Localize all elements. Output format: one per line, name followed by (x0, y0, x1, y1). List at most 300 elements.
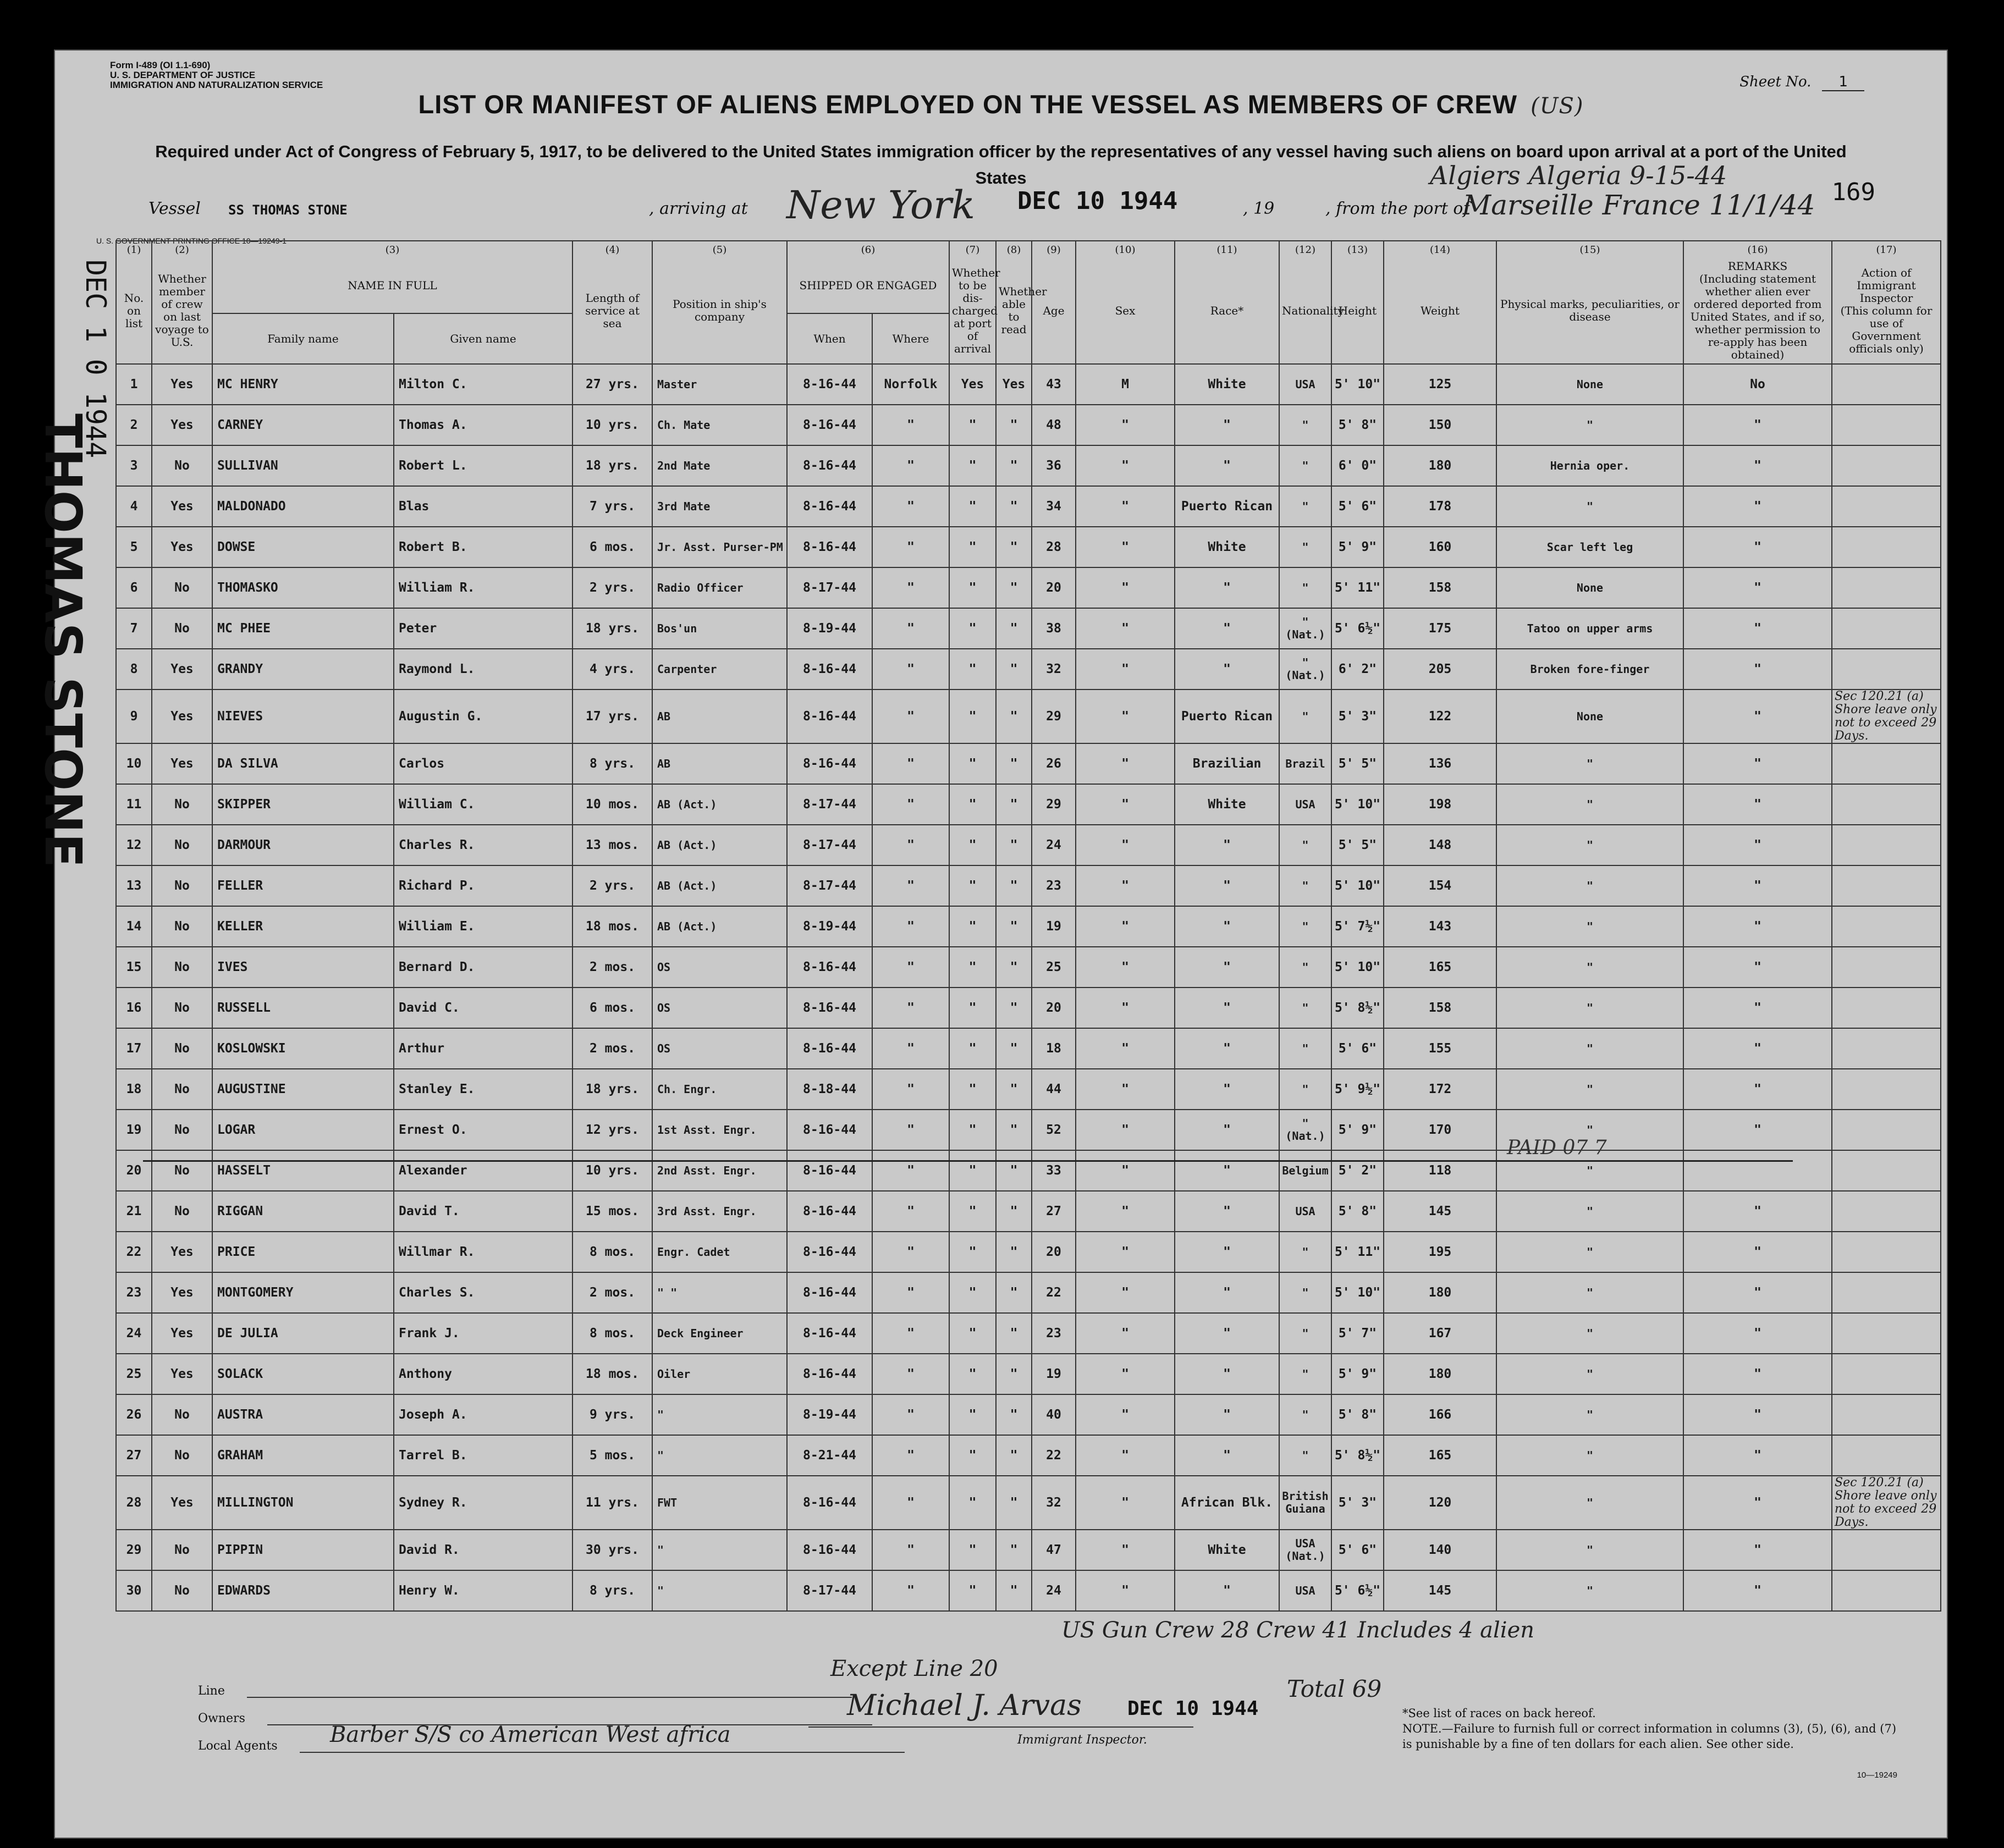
cell-height: 5' 8" (1331, 405, 1384, 445)
form-service: IMMIGRATION AND NATURALIZATION SERVICE (110, 80, 323, 90)
header-weight: Weight (1384, 258, 1496, 364)
table-row (116, 784, 1941, 825)
cell-action (1832, 1028, 1941, 1069)
cell-action (1832, 608, 1941, 649)
cell-weight: 180 (1384, 445, 1496, 486)
row-no: 14 (116, 906, 152, 947)
cell-race: " (1175, 405, 1279, 445)
cell-race: " (1175, 567, 1279, 608)
inspector-label: Immigrant Inspector. (1017, 1733, 1147, 1747)
cell-nationality: USA (Nat.) (1279, 1530, 1331, 1570)
row-no: 25 (116, 1354, 152, 1394)
cell-age: 40 (1032, 1394, 1076, 1435)
cell-family-name: PRICE (212, 1232, 394, 1272)
cell-family-name: CARNEY (212, 405, 394, 445)
cell-sex: " (1076, 1191, 1175, 1232)
cell-shipped-where: " (872, 1191, 949, 1232)
cell-race: " (1175, 1232, 1279, 1272)
cell-able-to-read: " (996, 649, 1032, 689)
cell-physical-marks: " (1496, 1028, 1683, 1069)
row-no: 7 (116, 608, 152, 649)
cell-sex: " (1076, 1394, 1175, 1435)
cell-discharged: " (949, 689, 996, 743)
row-no: 8 (116, 649, 152, 689)
cell-given-name: Carlos (394, 743, 572, 784)
cell-action (1832, 947, 1941, 988)
cell-weight: 175 (1384, 608, 1496, 649)
cell-given-name: William R. (394, 567, 572, 608)
cell-physical-marks: " (1496, 1232, 1683, 1272)
cell-remarks: " (1683, 1476, 1832, 1530)
sheet-number (1739, 74, 1864, 90)
cell-given-name: Charles S. (394, 1272, 572, 1313)
cell-weight: 118 (1384, 1150, 1496, 1191)
cell-length-service: 18 mos. (572, 1354, 652, 1394)
cell-able-to-read: " (996, 486, 1032, 527)
cell-shipped-when: 8-16-44 (787, 1476, 872, 1530)
cell-nationality: " (1279, 1272, 1331, 1313)
cell-nationality: " (1279, 947, 1331, 988)
cell-nationality: " (1279, 906, 1331, 947)
cell-remarks: " (1683, 1530, 1832, 1570)
cell-shipped-when: 8-19-44 (787, 906, 872, 947)
cell-age: 48 (1032, 405, 1076, 445)
cell-remarks (1683, 1150, 1832, 1191)
cell-prev-voyage: Yes (152, 743, 212, 784)
cell-prev-voyage: No (152, 1069, 212, 1110)
cell-position: " (652, 1435, 787, 1476)
year-label: , 19 (1243, 199, 1275, 218)
form-dept: U. S. DEPARTMENT OF JUSTICE (110, 70, 256, 80)
title-annotation: (US) (1530, 93, 1584, 119)
cell-physical-marks: " (1496, 865, 1683, 906)
table-row (116, 1069, 1941, 1110)
cell-height: 5' 9" (1331, 1354, 1384, 1394)
cell-position: 1st Asst. Engr. (652, 1110, 787, 1150)
cell-shipped-when: 8-19-44 (787, 608, 872, 649)
cell-weight: 155 (1384, 1028, 1496, 1069)
cell-length-service: 8 mos. (572, 1232, 652, 1272)
cell-able-to-read: " (996, 988, 1032, 1028)
cell-shipped-when: 8-16-44 (787, 1232, 872, 1272)
col-num: (17) (1832, 241, 1941, 258)
cell-shipped-where: " (872, 445, 949, 486)
cell-prev-voyage: No (152, 1150, 212, 1191)
cell-shipped-when: 8-16-44 (787, 1028, 872, 1069)
row-no: 27 (116, 1435, 152, 1476)
cell-able-to-read: Yes (996, 364, 1032, 405)
stamped-number: 169 (1831, 178, 1875, 206)
cell-family-name: MONTGOMERY (212, 1272, 394, 1313)
cell-shipped-where: " (872, 947, 949, 988)
cell-length-service: 2 mos. (572, 1028, 652, 1069)
table-row (116, 567, 1941, 608)
cell-prev-voyage: Yes (152, 364, 212, 405)
cell-position: Engr. Cadet (652, 1232, 787, 1272)
row-no: 24 (116, 1313, 152, 1354)
cell-position: AB (652, 743, 787, 784)
cell-action (1832, 906, 1941, 947)
cell-able-to-read: " (996, 405, 1032, 445)
cell-physical-marks: Broken fore-finger (1496, 649, 1683, 689)
cell-physical-marks: " (1496, 1313, 1683, 1354)
cell-weight: 140 (1384, 1530, 1496, 1570)
cell-sex: " (1076, 1354, 1175, 1394)
cell-prev-voyage: No (152, 1110, 212, 1150)
cell-family-name: MC PHEE (212, 608, 394, 649)
cell-remarks: " (1683, 1110, 1832, 1150)
cell-weight: 150 (1384, 405, 1496, 445)
cell-position: " " (652, 1272, 787, 1313)
cell-family-name: THOMASKO (212, 567, 394, 608)
cell-position: Radio Officer (652, 567, 787, 608)
column-headers-row (116, 258, 1941, 313)
cell-weight: 198 (1384, 784, 1496, 825)
cell-given-name: Sydney R. (394, 1476, 572, 1530)
arriving-port: New York (786, 183, 975, 228)
cell-able-to-read: " (996, 1272, 1032, 1313)
row-no: 9 (116, 689, 152, 743)
cell-physical-marks: " (1496, 1530, 1683, 1570)
row-no: 16 (116, 988, 152, 1028)
cell-physical-marks: " (1496, 906, 1683, 947)
cell-prev-voyage: Yes (152, 1272, 212, 1313)
header-when: When (787, 313, 872, 364)
cell-given-name: Arthur (394, 1028, 572, 1069)
cell-discharged: " (949, 1272, 996, 1313)
cell-race: " (1175, 1110, 1279, 1150)
cell-family-name: DOWSE (212, 527, 394, 567)
cell-position: FWT (652, 1476, 787, 1530)
cell-weight: 172 (1384, 1069, 1496, 1110)
cell-action (1832, 567, 1941, 608)
cell-action (1832, 1191, 1941, 1232)
cell-shipped-when: 8-19-44 (787, 1394, 872, 1435)
cell-remarks: " (1683, 1354, 1832, 1394)
cell-position: Ch. Engr. (652, 1069, 787, 1110)
cell-length-service: 10 mos. (572, 784, 652, 825)
inspector-signature: Michael J. Arvas (847, 1689, 1082, 1722)
cell-race: " (1175, 947, 1279, 988)
cell-shipped-where: " (872, 1313, 949, 1354)
header-physical-marks: Physical marks, peculiarities, or disease (1496, 258, 1683, 364)
table-row (116, 527, 1941, 567)
cell-sex: " (1076, 947, 1175, 988)
cell-remarks: " (1683, 486, 1832, 527)
cell-prev-voyage: No (152, 1530, 212, 1570)
margin-date-stamp: DEC 1 0 1944 (80, 260, 112, 459)
cell-race: " (1175, 1069, 1279, 1110)
cell-shipped-where: " (872, 405, 949, 445)
cell-position: 2nd Asst. Engr. (652, 1150, 787, 1191)
cell-physical-marks: Tatoo on upper arms (1496, 608, 1683, 649)
cell-age: 52 (1032, 1110, 1076, 1150)
cell-age: 22 (1032, 1272, 1076, 1313)
table-row (116, 1394, 1941, 1435)
cell-discharged: Yes (949, 364, 996, 405)
cell-able-to-read: " (996, 825, 1032, 865)
cell-sex: " (1076, 1530, 1175, 1570)
cell-age: 25 (1032, 947, 1076, 988)
row-no: 12 (116, 825, 152, 865)
row-no: 22 (116, 1232, 152, 1272)
cell-physical-marks: " (1496, 825, 1683, 865)
remarks-title: REMARKS (1727, 260, 1788, 273)
cell-length-service: 18 yrs. (572, 445, 652, 486)
cell-height: 5' 9½" (1331, 1069, 1384, 1110)
cell-height: 5' 10" (1331, 865, 1384, 906)
cell-height: 5' 10" (1331, 947, 1384, 988)
cell-physical-marks: " (1496, 1394, 1683, 1435)
cell-action (1832, 649, 1941, 689)
cell-nationality: " (1279, 1313, 1331, 1354)
cell-family-name: SKIPPER (212, 784, 394, 825)
table-row (116, 743, 1941, 784)
header-prev-voyage: Whether member of crew on last voyage to U.S. (152, 258, 212, 364)
page-title (55, 89, 1947, 119)
cell-remarks: " (1683, 1570, 1832, 1611)
cell-height: 5' 2" (1331, 1150, 1384, 1191)
cell-discharged: " (949, 1110, 996, 1150)
cell-action (1832, 825, 1941, 865)
cell-physical-marks: " (1496, 1570, 1683, 1611)
footer-notes (1402, 1706, 1897, 1752)
cell-discharged: " (949, 567, 996, 608)
cell-height: 5' 9" (1331, 1110, 1384, 1150)
cell-prev-voyage: No (152, 825, 212, 865)
cell-given-name: Richard P. (394, 865, 572, 906)
cell-weight: 180 (1384, 1272, 1496, 1313)
cell-height: 5' 3" (1331, 689, 1384, 743)
cell-race: " (1175, 906, 1279, 947)
cell-remarks: " (1683, 988, 1832, 1028)
cell-physical-marks: " (1496, 1110, 1683, 1150)
cell-discharged: " (949, 1394, 996, 1435)
table-row (116, 649, 1941, 689)
signature-line (808, 1726, 1193, 1728)
header-nationality: Nationality (1279, 258, 1331, 364)
cell-position: Master (652, 364, 787, 405)
cell-height: 5' 9" (1331, 527, 1384, 567)
header-where: Where (872, 313, 949, 364)
cell-sex: " (1076, 527, 1175, 567)
cell-discharged: " (949, 988, 996, 1028)
cell-shipped-where: " (872, 1272, 949, 1313)
row-no: 21 (116, 1191, 152, 1232)
cell-nationality: " (Nat.) (1279, 649, 1331, 689)
cell-height: 5' 8½" (1331, 988, 1384, 1028)
cell-sex: " (1076, 567, 1175, 608)
cell-prev-voyage: Yes (152, 527, 212, 567)
cell-remarks: " (1683, 405, 1832, 445)
cell-action (1832, 1394, 1941, 1435)
title-text: LIST OR MANIFEST OF ALIENS EMPLOYED ON THE VESSEL AS MEMBERS OF CREW (418, 90, 1518, 119)
form-number: Form I-489 (OI 1.1-690) (110, 60, 211, 70)
cell-position: AB (652, 689, 787, 743)
cell-race: " (1175, 1028, 1279, 1069)
table-row (116, 1232, 1941, 1272)
cell-prev-voyage: No (152, 784, 212, 825)
cell-sex: " (1076, 689, 1175, 743)
cell-height: 6' 2" (1331, 649, 1384, 689)
cell-height: 5' 6½" (1331, 1570, 1384, 1611)
cell-physical-marks: " (1496, 405, 1683, 445)
cell-able-to-read: " (996, 608, 1032, 649)
table-row (116, 1028, 1941, 1069)
cell-weight: 167 (1384, 1313, 1496, 1354)
table-row (116, 1570, 1941, 1611)
cell-action: Sec 120.21 (a) Shore leave only not to exceed 29 Days. (1832, 689, 1941, 743)
header-remarks (1683, 258, 1832, 364)
cell-position: OS (652, 947, 787, 988)
row-no: 17 (116, 1028, 152, 1069)
cell-nationality: " (1279, 1028, 1331, 1069)
col-num: (14) (1384, 241, 1496, 258)
cell-discharged: " (949, 1232, 996, 1272)
cell-discharged: " (949, 1570, 996, 1611)
cell-physical-marks: None (1496, 364, 1683, 405)
cell-length-service: 30 yrs. (572, 1530, 652, 1570)
cell-shipped-when: 8-17-44 (787, 1570, 872, 1611)
cell-height: 5' 8½" (1331, 1435, 1384, 1476)
paid-annotation: PAID 07 7 (1507, 1137, 1607, 1159)
manifest-footer (115, 1618, 1930, 1821)
cell-height: 5' 3" (1331, 1476, 1384, 1530)
cell-shipped-where: " (872, 784, 949, 825)
cell-height: 5' 6" (1331, 1028, 1384, 1069)
cell-sex: M (1076, 364, 1175, 405)
cell-weight: 165 (1384, 947, 1496, 988)
cell-family-name: IVES (212, 947, 394, 988)
cell-race: " (1175, 649, 1279, 689)
cell-given-name: Peter (394, 608, 572, 649)
cell-race: " (1175, 608, 1279, 649)
cell-shipped-when: 8-16-44 (787, 689, 872, 743)
cell-weight: 160 (1384, 527, 1496, 567)
cell-length-service: 18 yrs. (572, 1069, 652, 1110)
col-num: (5) (652, 241, 787, 258)
cell-nationality: " (1279, 825, 1331, 865)
cell-given-name: Tarrel B. (394, 1435, 572, 1476)
cell-race: White (1175, 527, 1279, 567)
cell-given-name: Henry W. (394, 1570, 572, 1611)
cell-shipped-when: 8-16-44 (787, 1272, 872, 1313)
line-label: Line (198, 1684, 225, 1698)
cell-discharged: " (949, 906, 996, 947)
cell-age: 26 (1032, 743, 1076, 784)
cell-family-name: DE JULIA (212, 1313, 394, 1354)
cell-family-name: KOSLOWSKI (212, 1028, 394, 1069)
cell-sex: " (1076, 1272, 1175, 1313)
header-height: Height (1331, 258, 1384, 364)
cell-position: 3rd Asst. Engr. (652, 1191, 787, 1232)
cell-able-to-read: " (996, 1530, 1032, 1570)
row-no: 26 (116, 1394, 152, 1435)
header-family-name: Family name (212, 313, 394, 364)
cell-shipped-when: 8-16-44 (787, 527, 872, 567)
cell-given-name: William C. (394, 784, 572, 825)
cell-action (1832, 988, 1941, 1028)
cell-length-service: 8 yrs. (572, 1570, 652, 1611)
margin-notation (34, 260, 112, 868)
cell-remarks: " (1683, 689, 1832, 743)
cell-prev-voyage: No (152, 1570, 212, 1611)
cell-shipped-where: " (872, 1530, 949, 1570)
cell-length-service: 2 mos. (572, 947, 652, 988)
table-row (116, 1191, 1941, 1232)
cell-position: AB (Act.) (652, 784, 787, 825)
cell-able-to-read: " (996, 865, 1032, 906)
cell-discharged: " (949, 947, 996, 988)
cell-family-name: AUGUSTINE (212, 1069, 394, 1110)
cell-given-name: Augustin G. (394, 689, 572, 743)
cell-family-name: RIGGAN (212, 1191, 394, 1232)
cell-prev-voyage: No (152, 947, 212, 988)
cell-remarks: " (1683, 947, 1832, 988)
from-label: , from the port of (1325, 199, 1469, 218)
table-row (116, 445, 1941, 486)
header-able-to-read: Whether able to read (996, 258, 1032, 364)
cell-family-name: NIEVES (212, 689, 394, 743)
cell-discharged: " (949, 784, 996, 825)
cell-prev-voyage: No (152, 1191, 212, 1232)
cell-remarks: No (1683, 364, 1832, 405)
cell-sex: " (1076, 1232, 1175, 1272)
cell-nationality: " (1279, 1435, 1331, 1476)
cell-length-service: 2 yrs. (572, 567, 652, 608)
cell-age: 19 (1032, 906, 1076, 947)
cell-height: 6' 0" (1331, 445, 1384, 486)
cell-length-service: 8 yrs. (572, 743, 652, 784)
header-age: Age (1032, 258, 1076, 364)
cell-shipped-when: 8-16-44 (787, 1150, 872, 1191)
cell-weight: 136 (1384, 743, 1496, 784)
table-row (116, 364, 1941, 405)
cell-age: 27 (1032, 1191, 1076, 1232)
cell-sex: " (1076, 784, 1175, 825)
cell-height: 5' 8" (1331, 1191, 1384, 1232)
cell-shipped-when: 8-17-44 (787, 784, 872, 825)
cell-shipped-where: " (872, 649, 949, 689)
cell-position: OS (652, 1028, 787, 1069)
cell-discharged: " (949, 1028, 996, 1069)
row-no: 15 (116, 947, 152, 988)
cell-shipped-where: " (872, 1028, 949, 1069)
cell-able-to-read: " (996, 1028, 1032, 1069)
cell-age: 43 (1032, 364, 1076, 405)
cell-given-name: Robert B. (394, 527, 572, 567)
cell-nationality: " (1279, 1069, 1331, 1110)
cell-age: 29 (1032, 689, 1076, 743)
cell-nationality: " (1279, 1232, 1331, 1272)
from-port: Marseille France 11/1/44 (1463, 189, 1815, 221)
cell-prev-voyage: No (152, 906, 212, 947)
cell-age: 24 (1032, 1570, 1076, 1611)
cell-shipped-where: " (872, 865, 949, 906)
cell-sex: " (1076, 1435, 1175, 1476)
cell-given-name: Thomas A. (394, 405, 572, 445)
cell-remarks: " (1683, 1435, 1832, 1476)
owners-label: Owners (198, 1712, 245, 1725)
cell-remarks: " (1683, 1028, 1832, 1069)
cell-prev-voyage: Yes (152, 486, 212, 527)
cell-given-name: David T. (394, 1191, 572, 1232)
cell-family-name: GRAHAM (212, 1435, 394, 1476)
cell-height: 5' 7½" (1331, 906, 1384, 947)
row-no: 30 (116, 1570, 152, 1611)
cell-sex: " (1076, 405, 1175, 445)
strike-through-line-20 (143, 1160, 1793, 1162)
